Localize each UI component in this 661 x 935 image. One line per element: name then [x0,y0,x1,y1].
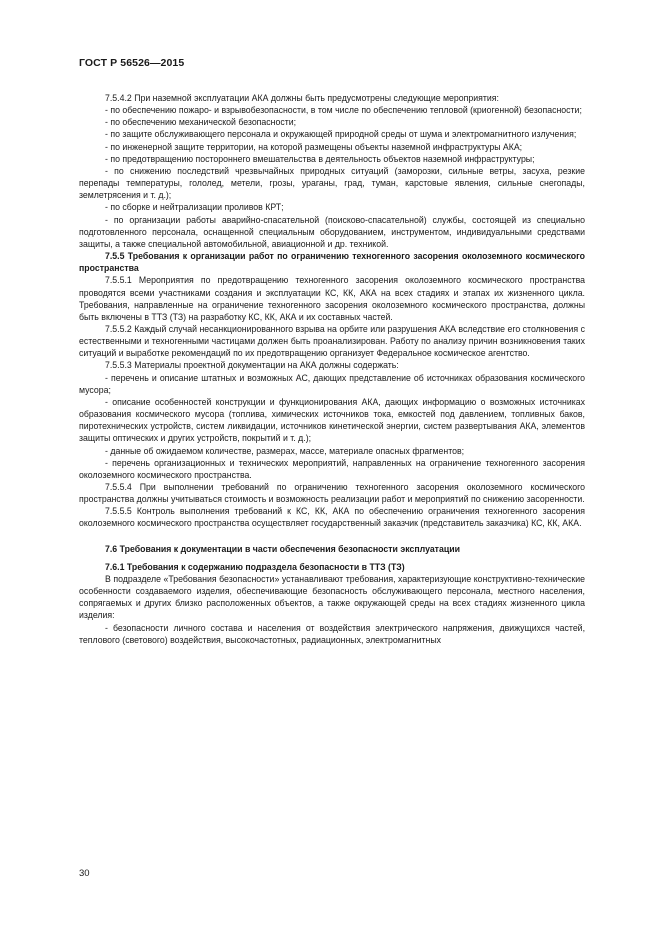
paragraph: - перечень организационных и технических мероприятий, направленных на ограничение техногенного засорения околоземного космического пространства. [79,457,585,480]
paragraph: - по обеспечению пожаро- и взрывобезопасности, в том числе по обеспечению тепловой (криогенной) безопасности; [105,105,582,116]
paragraph: - по организации работы аварийно-спасательной (поисково-спасательной) службы, состоящей из специально подготовленного персонала, оснащенной специальным оборудованием, инструментом, индивидуальными средствами защиты, а также специальной автомобильной, авиационной и др. техникой. [79,214,585,249]
section-heading: 7.6 Требования к документации в части обеспечения безопасности эксплуатации [105,543,460,554]
paragraph: - описание особенностей конструкции и функционирования АКА, дающих информацию о возможных источниках образования космического мусора (топлива, химических источников тока, емкостей под давлением, топливных баков, пиротехнических устройств, систем ликвидации, источников кинетической энергии, систем развертывания АКА, элементов защиты оптических и других устройств, покрытий и т. д.); [79,396,585,444]
paragraph: - по сборке и нейтрализации проливов КРТ; [105,202,284,213]
paragraph: - перечень и описание штатных и возможных АС, дающих представление об источниках образования космического мусора; [79,372,585,395]
paragraph: 7.5.5.3 Материалы проектной документации на АКА должны содержать: [105,360,399,371]
document-header: ГОСТ Р 56526—2015 [79,57,185,69]
paragraph: В подразделе «Требования безопасности» устанавливают требования, характеризующие конструктивно-технические особенности создаваемого изделия, обеспечивающие безопасность обслуживающего персонала, местного населения, сопрягаемых и других близко расположенных объектов, а также окружающей среды на всех стадиях жизненного цикла изделия: [79,573,585,621]
paragraph: - по защите обслуживающего персонала и окружающей природной среды от шума и электромагнитного излучения; [105,129,577,140]
paragraph: - по предотвращению постороннего вмешательства в деятельность объектов наземной инфраструктуры; [105,153,535,164]
paragraph: - по инженерной защите территории, на которой размещены объекты наземной инфраструктуры АКА; [105,141,523,152]
paragraph: 7.5.5.1 Мероприятия по предотвращению техногенного засорения околоземного космического пространства проводятся всеми участниками создания и эксплуатации КС, КК, АКА на всех стадиях и этапах их жизненного цикла. Требования, направленные на ограничение техногенного засорения околоземного космического пространства, должны быть включены в ТТЗ (ТЗ) на разработку КС, КК, АКА и их составных частей. [79,275,585,322]
paragraph: 7.5.4.2 При наземной эксплуатации АКА должны быть предусмотрены следующие мероприятия: [105,93,499,103]
paragraph: - по снижению последствий чрезвычайных природных ситуаций (заморозки, сильные ветры, засуха, резкие перепады температуры, гололед, метели, грозы, ураганы, град, туман, карстовые явления, сильные снегопады, землетрясения и т. д.); [79,165,585,201]
paragraph: - данные об ожидаемом количестве, размерах, массе, материале опасных фрагментов; [105,445,465,456]
page-number: 30 [79,868,90,879]
paragraph: - безопасности личного состава и населения от воздействия электрического напряжения, движущихся частей, теплового (светового) воздействия, высокочастотных, радиационных, электромагнитных [79,622,585,645]
paragraph: 7.5.5.4 При выполнении требований по ограничению техногенного засорения околоземного космического пространства должны учитываться стоимость и возможность реализации работ и мероприятий по снижению засоренности. [79,482,585,505]
paragraph: 7.5.5.5 Контроль выполнения требований к КС, КК, АКА по обеспечению ограничения техногенного засорения околоземного космического пространства осуществляет государственный заказчик (представитель заказчика) КС, КК, АКА. [79,506,585,529]
paragraph: - по обеспечению механической безопасности; [105,117,297,128]
subsection-heading: 7.6.1 Требования к содержанию подраздела безопасности в ТТЗ (ТЗ) [105,561,405,572]
document-body [79,92,585,646]
section-heading: 7.5.5 Требования к организации работ по ограничению техногенного засорения околоземного космического пространства [79,251,585,274]
paragraph: 7.5.5.2 Каждый случай несанкционированного взрыва на орбите или разрушения АКА вследствие его столкновения с естественными и техногенными частицами должен быть проанализирован. Работу по анализу причин возникновения таких ситуаций и выработке рекомендаций по их предотвращению организует Федеральное космическое агентство. [79,323,585,359]
